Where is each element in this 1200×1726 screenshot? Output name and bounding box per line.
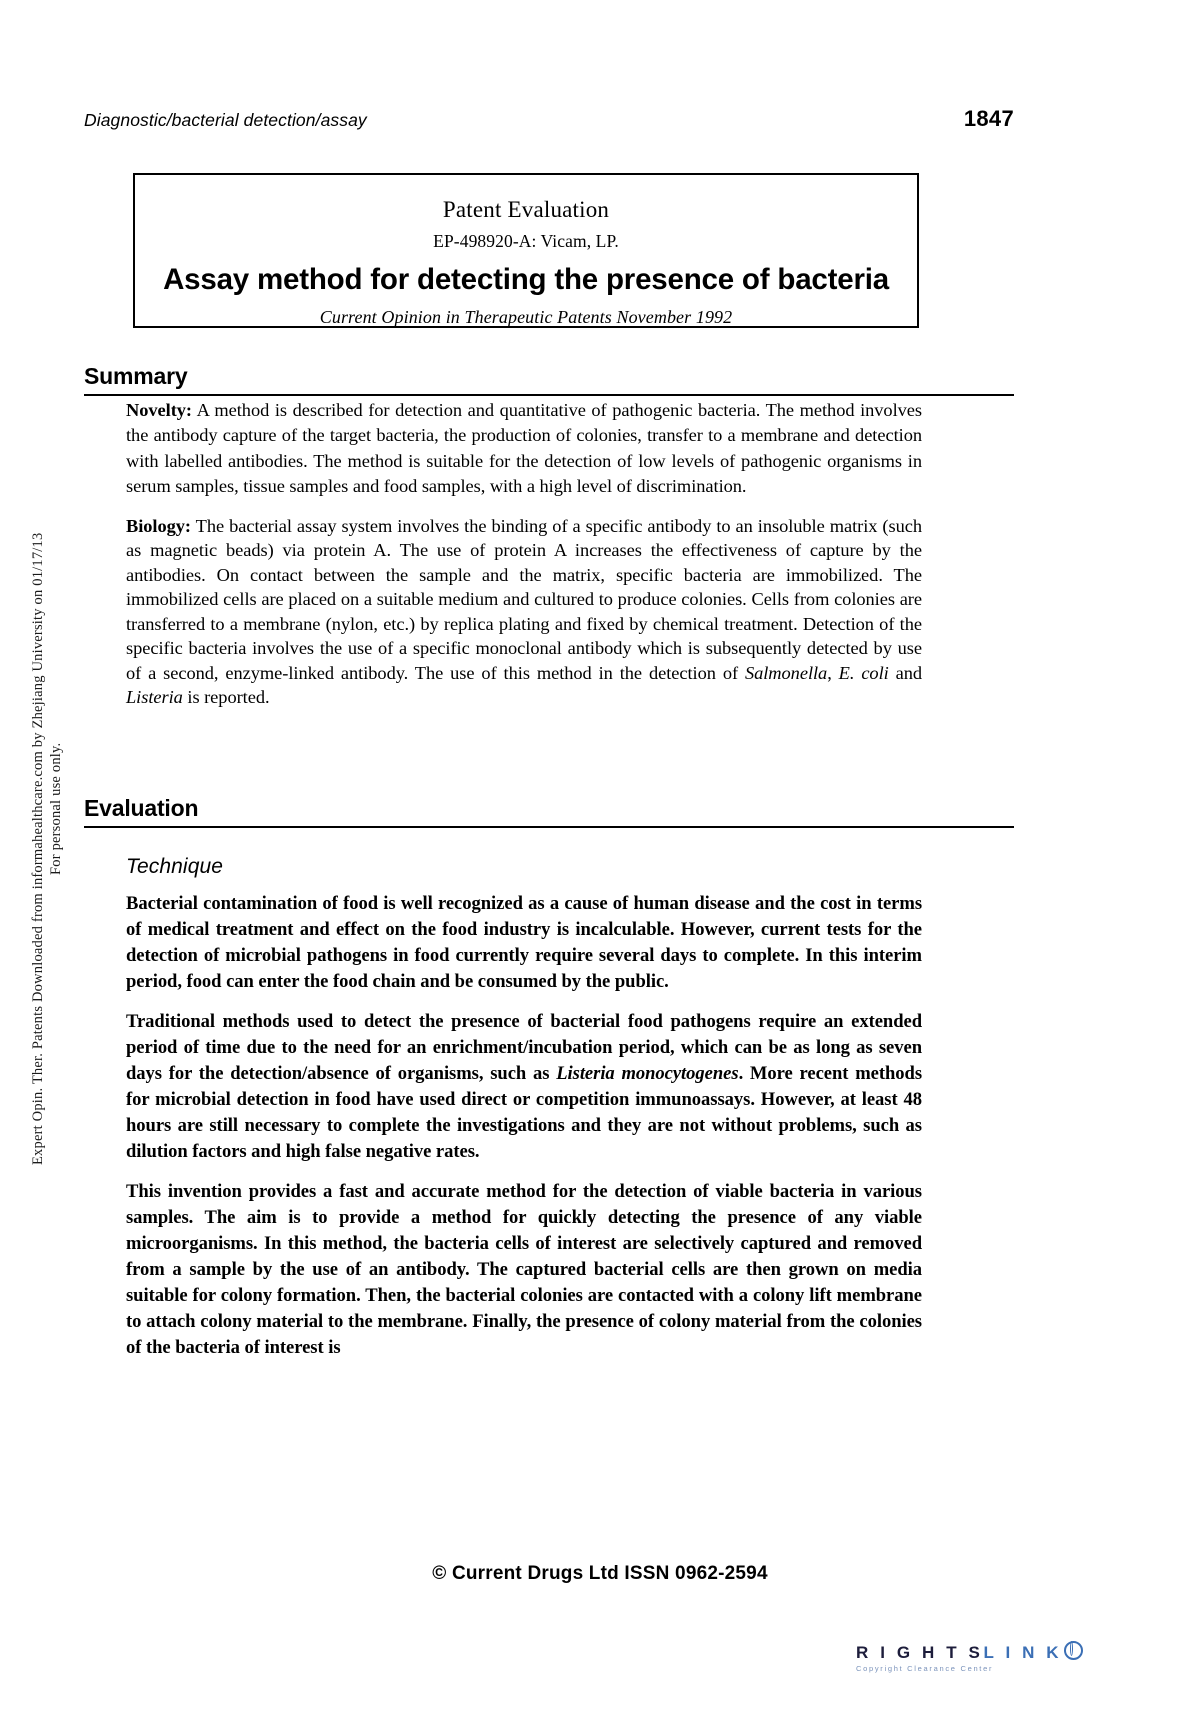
biology-label: Biology:: [126, 515, 191, 536]
paragraph-technique-2: [126, 1009, 922, 1164]
species-listeria: Listeria: [126, 687, 183, 708]
subheading-technique: Technique: [126, 855, 224, 878]
rightslink-logo[interactable]: [856, 1641, 1063, 1683]
evaluation-body: [126, 855, 922, 1375]
side-watermark-line-1: Expert Opin. Ther. Patents Downloaded from informahealthcare.com by Zhejiang University on 01/17/13: [30, 532, 46, 1165]
running-head: [84, 106, 1014, 132]
biology-text-2: ,: [827, 662, 839, 683]
side-watermark: [0, 0, 64, 1726]
page-number: 1847: [963, 106, 1014, 131]
section-heading-summary: Summary: [84, 363, 1014, 396]
summary-body: [126, 398, 922, 724]
paragraph-technique-2-part-1: Traditional methods used to detect the presence of bacterial food pathogens require an extended period of time due to the need for an enrichment/incubation period, which can be as long as seven days for the detection/absence of organisms, such as: [126, 1011, 922, 1085]
paragraph-biology: [126, 514, 922, 710]
paragraph-technique-2-part-2: . More recent methods for microbial detection in food have used direct or competition immunoassays. However, at least 48 hours are still necessary to complete the investigations and they are not without problems, such as dilution factors and high false negative rates.: [126, 1063, 923, 1162]
running-head-title: Diagnostic/bacterial detection/assay: [84, 110, 367, 130]
biology-text-4: is reported.: [182, 687, 270, 708]
paragraph-technique-3: This invention provides a fast and accurate method for the detection of viable bacteria in various samples. The aim is to provide a method for quickly detecting the presence of any viable microorganisms. In this method, the bacteria cells of interest are selectively captured and removed from a sample by the use of an antibody. The captured bacterial cells are then grown on media suitable for colony formation. Then, the bacterial colonies are contacted with a colony lift membrane to attach colony material to the membrane. Finally, the presence of colony material from the colonies of the bacteria of interest is: [126, 1181, 922, 1358]
species-salmonella: Salmonella: [744, 662, 828, 683]
species-ecoli: E. coli: [838, 662, 889, 683]
novelty-text: A method is described for detection and quantitative of pathogenic bacteria. The method involves the antibody capture of the target bacteria, the production of colonies, transfer to a membrane and detection with labelled antibodies. The method is suitable for the detection of low levels of pathogenic organisms in serum samples, tissue samples and food samples, with a high level of discrimination.: [126, 400, 922, 497]
journal-citation: Current Opinion in Therapeutic Patents November 1992: [319, 307, 733, 327]
globe-icon: [1064, 1641, 1083, 1660]
rightslink-word-blue: L I N K: [983, 1643, 1063, 1662]
title-box: [133, 173, 919, 328]
species-listeria-monocytogenes: Listeria monocytogenes: [556, 1063, 739, 1085]
rightslink-wordmark: [856, 1641, 1063, 1662]
rightslink-word-dark: R I G H T S: [856, 1643, 984, 1662]
page-title: Assay method for detecting the presence of bacteria: [163, 263, 889, 296]
footer-copyright: © Current Drugs Ltd ISSN 0962-2594: [432, 1563, 768, 1584]
side-watermark-line-2: For personal use only.: [48, 742, 64, 875]
paragraph-technique-1: Bacterial contamination of food is well recognized as a cause of human disease and the cost in terms of medical treatment and effect on the food industry is incalculable. However, current tests for the detection of microbial pathogens in food currently require several days to complete. In this interim period, food can enter the food chain and be consumed by the public.: [126, 893, 922, 992]
biology-text-3: and: [888, 662, 923, 683]
rightslink-subtitle: Copyright Clearance Center: [856, 1664, 994, 1673]
novelty-label: Novelty:: [126, 400, 192, 420]
section-heading-evaluation: Evaluation: [84, 795, 1014, 828]
patent-evaluation-kicker: Patent Evaluation: [442, 197, 610, 222]
biology-text-1: The bacterial assay system involves the binding of a specific antibody to an insoluble matrix (such as magnetic beads) via protein A. The use of protein A increases the effectiveness of capture by the antibodies. On contact between the sample and the matrix, specific bacteria are immobilized. The immobilized cells are placed on a suitable medium and cultured to produce colonies. Cells from colonies are transferred to a membrane (nylon, etc.) by replica plating and fixed by chemical treatment. Detection of the specific bacteria involves the use of a specific monoclonal antibody which is subsequently detected by use of a second, enzyme-linked antibody. The use of this method in the detection of: [126, 515, 922, 683]
paragraph-novelty: [126, 398, 922, 500]
patent-number: EP-498920-A: Vicam, LP.: [433, 231, 619, 251]
